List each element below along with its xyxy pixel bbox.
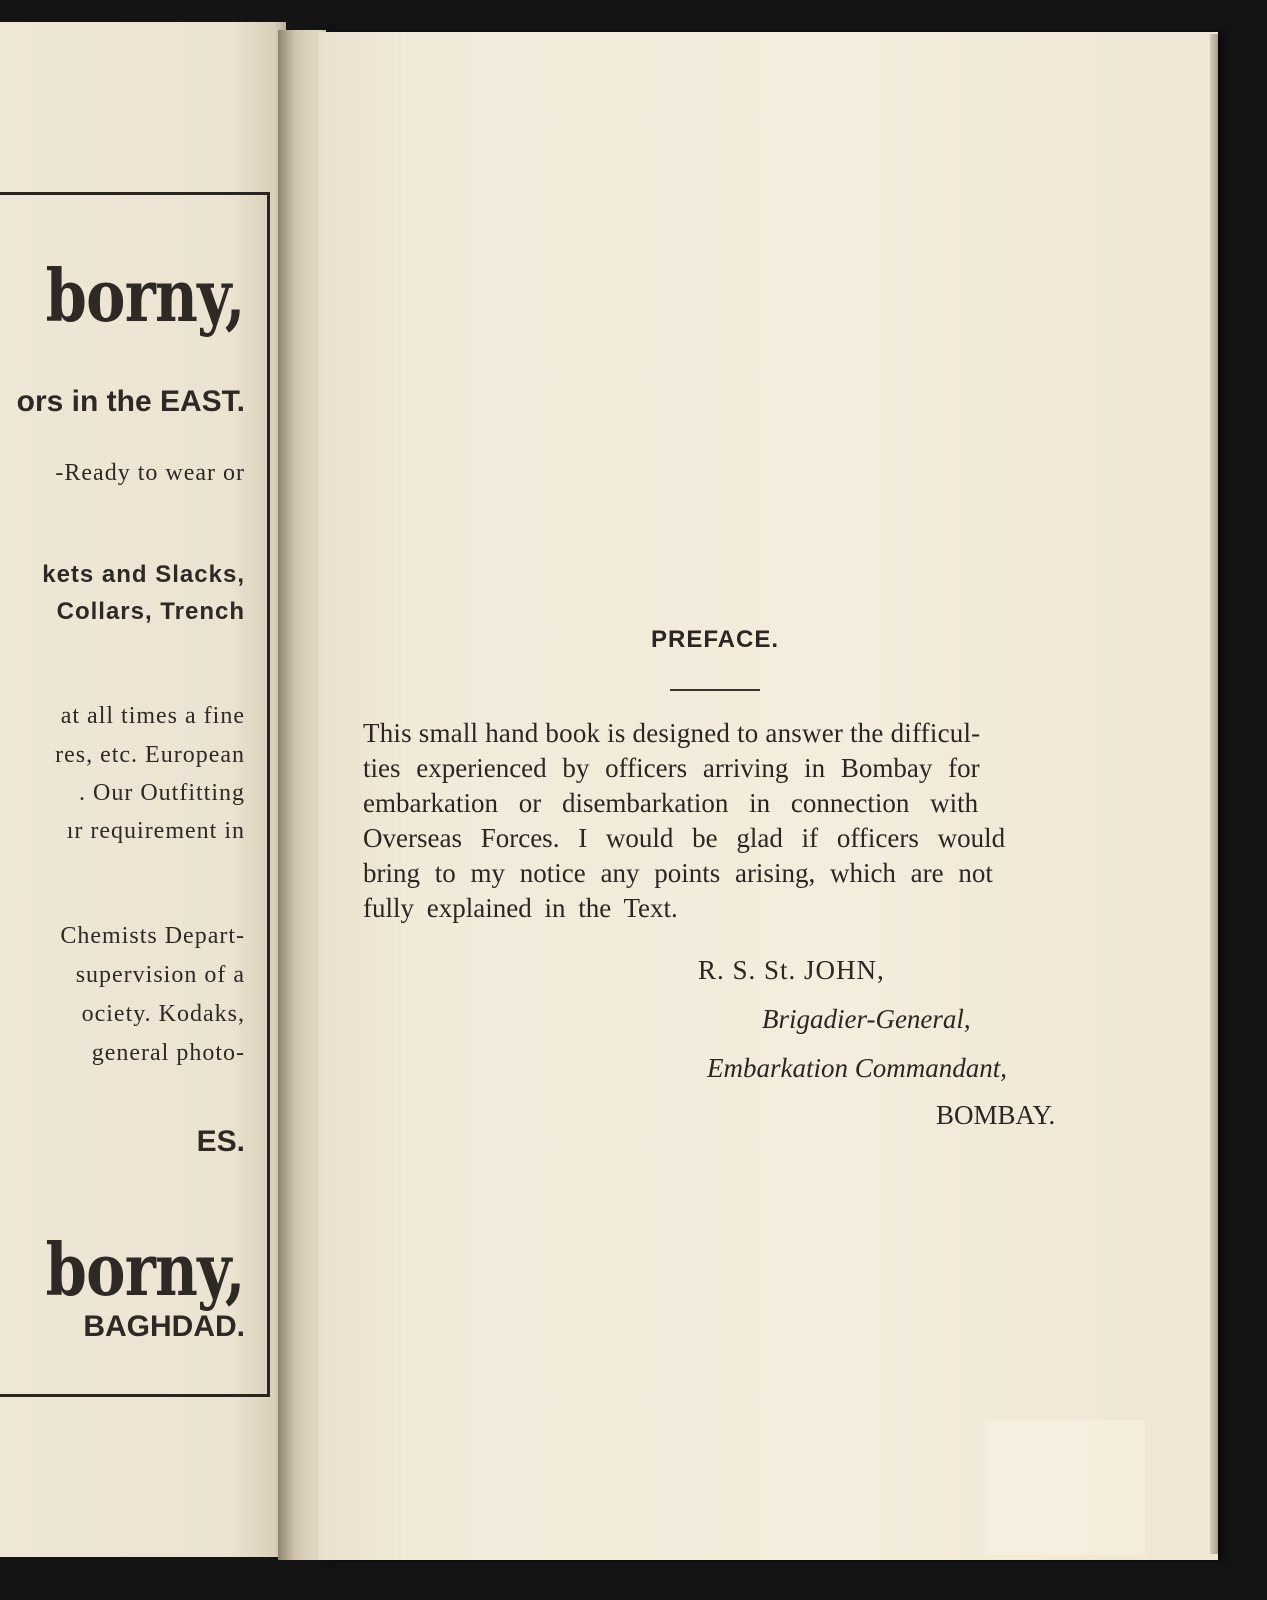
paper-stain [985, 1420, 1145, 1555]
ad-text-line: general photo- [91, 1040, 245, 1066]
left-page [0, 22, 286, 1557]
ad-shop-name-footer: borny, [46, 1227, 245, 1312]
signature-role: Embarkation Commandant, [707, 1053, 1007, 1083]
preface-line: bring to my notice any points arising, which are not [363, 858, 993, 888]
advertisement-box [0, 192, 270, 1397]
preface-title: PREFACE. [650, 626, 780, 653]
signature-name: R. S. St. JOHN, [698, 955, 885, 985]
ad-text-line: ır requirement in [66, 818, 245, 844]
ad-tagline: ors in the EAST. [16, 385, 245, 418]
preface-line: ties experienced by officers arriving in Bombay for [363, 753, 980, 783]
page-edge [1210, 34, 1218, 1554]
ad-text-line: at all times a fine [60, 703, 245, 729]
ad-text-line: ES. [196, 1125, 245, 1158]
ad-text-line: Chemists Depart- [60, 923, 245, 949]
ad-text-line: ociety. Kodaks, [81, 1001, 245, 1027]
ad-text-line: kets and Slacks, [42, 561, 245, 588]
ad-text-line: . Our Outfitting [79, 780, 245, 806]
signature-place: BOMBAY. [936, 1100, 1056, 1130]
ad-text-line: Collars, Trench [56, 598, 245, 625]
title-rule [670, 689, 760, 691]
preface-line: fully explained in the Text. [363, 893, 678, 923]
ad-location: BAGHDAD. [83, 1310, 245, 1343]
signature-rank: Brigadier-General, [762, 1004, 971, 1034]
ad-text-line: -Ready to wear or [55, 460, 245, 486]
ad-shop-name: borny, [46, 253, 245, 338]
preface-line: embarkation or disembarkation in connection with [363, 788, 979, 818]
ad-text-line: supervision of a [75, 962, 245, 988]
preface-line: This small hand book is designed to answer the difficul- [363, 718, 981, 748]
ad-text-line: res, etc. European [55, 742, 245, 768]
preface-line: Overseas Forces. I would be glad if officers would [363, 823, 1006, 853]
